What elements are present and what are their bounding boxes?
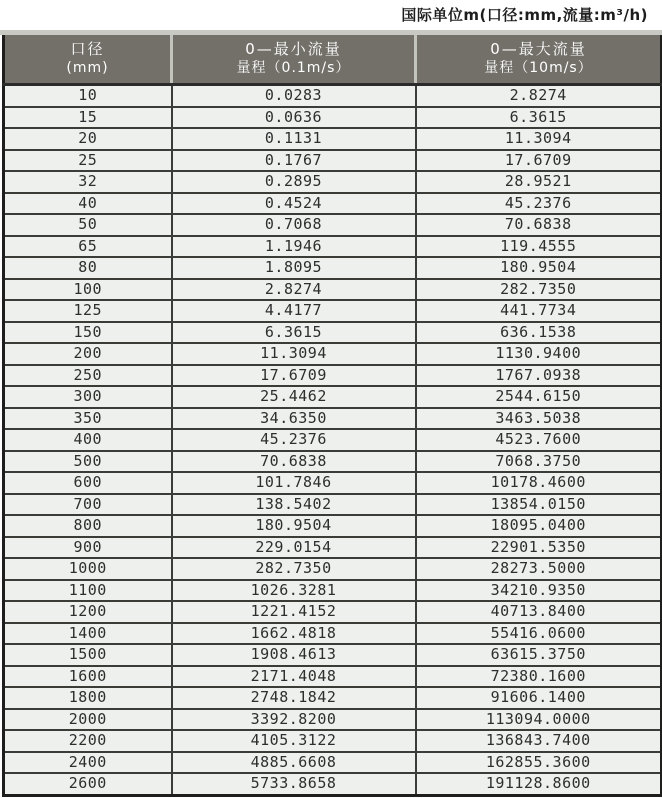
max-flow-cell: 162855.3600 xyxy=(416,752,662,774)
table-row xyxy=(4,494,662,516)
min-flow-cell: 180.9504 xyxy=(172,515,416,537)
table-row xyxy=(4,150,662,172)
table-row xyxy=(4,558,662,580)
diameter-cell: 2000 xyxy=(4,709,172,731)
table-row xyxy=(4,85,662,107)
min-flow-cell: 0.1131 xyxy=(172,128,416,150)
min-flow-cell: 0.0283 xyxy=(172,85,416,107)
diameter-cell: 100 xyxy=(4,279,172,301)
diameter-cell: 40 xyxy=(4,193,172,215)
diameter-cell: 2200 xyxy=(4,730,172,752)
min-flow-cell: 0.2895 xyxy=(172,171,416,193)
min-flow-cell: 6.3615 xyxy=(172,322,416,344)
table-body xyxy=(4,85,662,796)
table-row xyxy=(4,257,662,279)
max-flow-cell: 7068.3750 xyxy=(416,451,662,473)
max-flow-cell: 3463.5038 xyxy=(416,408,662,430)
table-row xyxy=(4,709,662,731)
min-flow-cell: 1026.3281 xyxy=(172,580,416,602)
max-flow-cell: 1130.9400 xyxy=(416,343,662,365)
max-flow-cell: 441.7734 xyxy=(416,300,662,322)
header-min-flow-line1: 0—最小流量 xyxy=(245,40,342,58)
table-row xyxy=(4,408,662,430)
min-flow-cell: 1662.4818 xyxy=(172,623,416,645)
header-max-flow-line2: 量程（10m/s） xyxy=(484,60,593,76)
table-row xyxy=(4,322,662,344)
max-flow-cell: 136843.7400 xyxy=(416,730,662,752)
min-flow-cell: 4105.3122 xyxy=(172,730,416,752)
diameter-cell: 600 xyxy=(4,472,172,494)
diameter-cell: 32 xyxy=(4,171,172,193)
diameter-cell: 125 xyxy=(4,300,172,322)
table-row xyxy=(4,107,662,129)
table-row xyxy=(4,730,662,752)
table-row xyxy=(4,343,662,365)
min-flow-cell: 11.3094 xyxy=(172,343,416,365)
max-flow-cell: 55416.0600 xyxy=(416,623,662,645)
max-flow-cell: 22901.5350 xyxy=(416,537,662,559)
table-row xyxy=(4,171,662,193)
max-flow-cell: 34210.9350 xyxy=(416,580,662,602)
diameter-cell: 1400 xyxy=(4,623,172,645)
min-flow-cell: 4885.6608 xyxy=(172,752,416,774)
table-row xyxy=(4,451,662,473)
max-flow-cell: 2.8274 xyxy=(416,85,662,107)
max-flow-cell: 28.9521 xyxy=(416,171,662,193)
max-flow-cell: 28273.5000 xyxy=(416,558,662,580)
page-title: 国际单位m(口径:mm,流量:m³/h) xyxy=(401,6,648,24)
diameter-cell: 1200 xyxy=(4,601,172,623)
diameter-cell: 1100 xyxy=(4,580,172,602)
max-flow-cell: 180.9504 xyxy=(416,257,662,279)
max-flow-cell: 4523.7600 xyxy=(416,429,662,451)
header-diameter xyxy=(4,35,172,85)
max-flow-cell: 119.4555 xyxy=(416,236,662,258)
diameter-cell: 400 xyxy=(4,429,172,451)
min-flow-cell: 0.7068 xyxy=(172,214,416,236)
diameter-cell: 250 xyxy=(4,365,172,387)
diameter-cell: 800 xyxy=(4,515,172,537)
max-flow-cell: 45.2376 xyxy=(416,193,662,215)
diameter-cell: 500 xyxy=(4,451,172,473)
min-flow-cell: 2.8274 xyxy=(172,279,416,301)
diameter-cell: 350 xyxy=(4,408,172,430)
min-flow-cell: 229.0154 xyxy=(172,537,416,559)
flow-range-table xyxy=(2,35,662,797)
max-flow-cell: 10178.4600 xyxy=(416,472,662,494)
diameter-cell: 1000 xyxy=(4,558,172,580)
header-min-flow-line2: 量程（0.1m/s） xyxy=(236,60,351,76)
diameter-cell: 65 xyxy=(4,236,172,258)
min-flow-cell: 1.1946 xyxy=(172,236,416,258)
table-row xyxy=(4,537,662,559)
min-flow-cell: 282.7350 xyxy=(172,558,416,580)
min-flow-cell: 4.4177 xyxy=(172,300,416,322)
min-flow-cell: 0.1767 xyxy=(172,150,416,172)
min-flow-cell: 70.6838 xyxy=(172,451,416,473)
table-row xyxy=(4,386,662,408)
table-row xyxy=(4,236,662,258)
diameter-cell: 300 xyxy=(4,386,172,408)
diameter-cell: 200 xyxy=(4,343,172,365)
min-flow-cell: 101.7846 xyxy=(172,472,416,494)
table-row xyxy=(4,752,662,774)
min-flow-cell: 17.6709 xyxy=(172,365,416,387)
table-row xyxy=(4,429,662,451)
diameter-cell: 20 xyxy=(4,128,172,150)
max-flow-cell: 113094.0000 xyxy=(416,709,662,731)
diameter-cell: 10 xyxy=(4,85,172,107)
table-row xyxy=(4,300,662,322)
diameter-cell: 2400 xyxy=(4,752,172,774)
max-flow-cell: 17.6709 xyxy=(416,150,662,172)
table-row xyxy=(4,128,662,150)
table-row xyxy=(4,687,662,709)
max-flow-cell: 40713.8400 xyxy=(416,601,662,623)
min-flow-cell: 0.4524 xyxy=(172,193,416,215)
min-flow-cell: 5733.8658 xyxy=(172,773,416,795)
max-flow-cell: 91606.1400 xyxy=(416,687,662,709)
max-flow-cell: 70.6838 xyxy=(416,214,662,236)
header-max-flow-line1: 0—最大流量 xyxy=(490,40,587,58)
min-flow-cell: 1.8095 xyxy=(172,257,416,279)
diameter-cell: 2600 xyxy=(4,773,172,795)
diameter-cell: 700 xyxy=(4,494,172,516)
min-flow-cell: 1221.4152 xyxy=(172,601,416,623)
min-flow-cell: 34.6350 xyxy=(172,408,416,430)
max-flow-cell: 11.3094 xyxy=(416,128,662,150)
header-diameter-line2: (mm) xyxy=(66,60,109,76)
table-row xyxy=(4,666,662,688)
diameter-cell: 50 xyxy=(4,214,172,236)
max-flow-cell: 636.1538 xyxy=(416,322,662,344)
max-flow-cell: 18095.0400 xyxy=(416,515,662,537)
min-flow-cell: 3392.8200 xyxy=(172,709,416,731)
max-flow-cell: 63615.3750 xyxy=(416,644,662,666)
table-row xyxy=(4,193,662,215)
header-row xyxy=(4,35,662,85)
diameter-cell: 150 xyxy=(4,322,172,344)
min-flow-cell: 0.0636 xyxy=(172,107,416,129)
table-row xyxy=(4,773,662,795)
diameter-cell: 1800 xyxy=(4,687,172,709)
header-max-flow xyxy=(416,35,662,85)
min-flow-cell: 2748.1842 xyxy=(172,687,416,709)
max-flow-cell: 13854.0150 xyxy=(416,494,662,516)
diameter-cell: 1500 xyxy=(4,644,172,666)
table-row xyxy=(4,601,662,623)
max-flow-cell: 72380.1600 xyxy=(416,666,662,688)
min-flow-cell: 1908.4613 xyxy=(172,644,416,666)
table-row xyxy=(4,214,662,236)
table-row xyxy=(4,644,662,666)
max-flow-cell: 2544.6150 xyxy=(416,386,662,408)
header-min-flow xyxy=(172,35,416,85)
max-flow-cell: 282.7350 xyxy=(416,279,662,301)
diameter-cell: 900 xyxy=(4,537,172,559)
min-flow-cell: 2171.4048 xyxy=(172,666,416,688)
table-row xyxy=(4,279,662,301)
max-flow-cell: 1767.0938 xyxy=(416,365,662,387)
max-flow-cell: 191128.8600 xyxy=(416,773,662,795)
max-flow-cell: 6.3615 xyxy=(416,107,662,129)
diameter-cell: 15 xyxy=(4,107,172,129)
table-header xyxy=(4,35,662,85)
diameter-cell: 25 xyxy=(4,150,172,172)
header-diameter-line1: 口径 xyxy=(70,40,105,58)
min-flow-cell: 45.2376 xyxy=(172,429,416,451)
table-row xyxy=(4,623,662,645)
table-row xyxy=(4,580,662,602)
min-flow-cell: 138.5402 xyxy=(172,494,416,516)
table-row xyxy=(4,472,662,494)
diameter-cell: 80 xyxy=(4,257,172,279)
diameter-cell: 1600 xyxy=(4,666,172,688)
table-row xyxy=(4,365,662,387)
table-row xyxy=(4,515,662,537)
min-flow-cell: 25.4462 xyxy=(172,386,416,408)
